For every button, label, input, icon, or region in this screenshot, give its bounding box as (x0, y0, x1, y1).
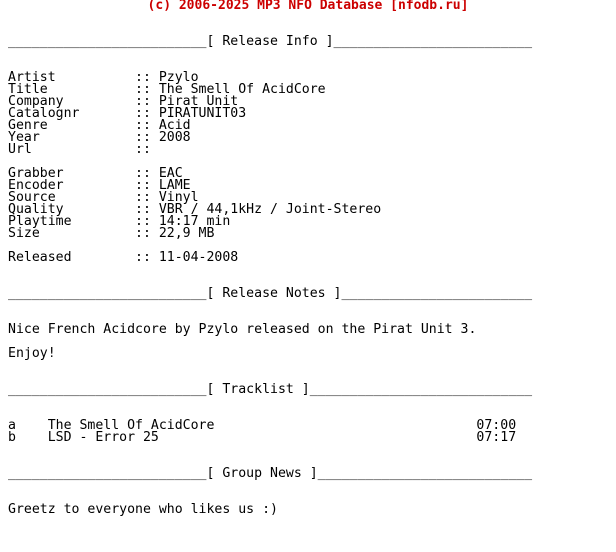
url-line: Url :: (8, 142, 151, 157)
artist-line: Artist :: Pzylo (8, 70, 199, 85)
nfo-line (8, 300, 532, 312)
nfo-line (8, 396, 532, 408)
release-info-divider: _________________________[ Release Info ]_________________________ (8, 34, 533, 49)
nfo-line (8, 360, 532, 372)
size-line: Size :: 22,9 MB (8, 226, 215, 241)
catalognr-line: Catalognr :: PIRATUNIT03 (8, 106, 247, 121)
nfo-line (8, 444, 532, 456)
encoder-line: Encoder :: LAME (8, 178, 191, 193)
grabber-line: Grabber :: EAC (8, 166, 183, 181)
nfo-line (8, 264, 532, 276)
site-header: (c) 2006-2025 MP3 NFO Database [nfodb.ru] (147, 0, 469, 13)
track-row: a The Smell Of AcidCore 07:00 (8, 418, 517, 433)
release-notes-divider: _________________________[ Release Notes ]________________________ (8, 286, 533, 301)
track-row: b LSD - Error 25 07:17 (8, 430, 517, 445)
year-line: Year :: 2008 (8, 130, 191, 145)
title-line: Title :: The Smell Of AcidCore (8, 82, 326, 97)
nfo-line (8, 480, 532, 492)
company-line: Company :: Pirat Unit (8, 94, 239, 109)
nfo-line (8, 336, 532, 348)
enjoy-text: Enjoy! (8, 346, 56, 361)
quality-line: Quality :: VBR / 44,1kHz / Joint-Stereo (8, 202, 382, 217)
genre-line: Genre :: Acid (8, 118, 191, 133)
released-line: Released :: 11-04-2008 (8, 250, 239, 265)
source-line: Source :: Vinyl (8, 190, 199, 205)
release-notes-text: Nice French Acidcore by Pzylo released on the Pirat Unit 3. (8, 322, 477, 337)
greetz-text: Greetz to everyone who likes us :) (8, 502, 278, 517)
playtime-line: Playtime :: 14:17 min (8, 214, 231, 229)
tracklist-divider: _________________________[ Tracklist ]____________________________ (8, 382, 533, 397)
nfo-line (8, 48, 532, 60)
nfo-text (8, 24, 532, 516)
group-news-divider: _________________________[ Group News ]___________________________ (8, 466, 533, 481)
